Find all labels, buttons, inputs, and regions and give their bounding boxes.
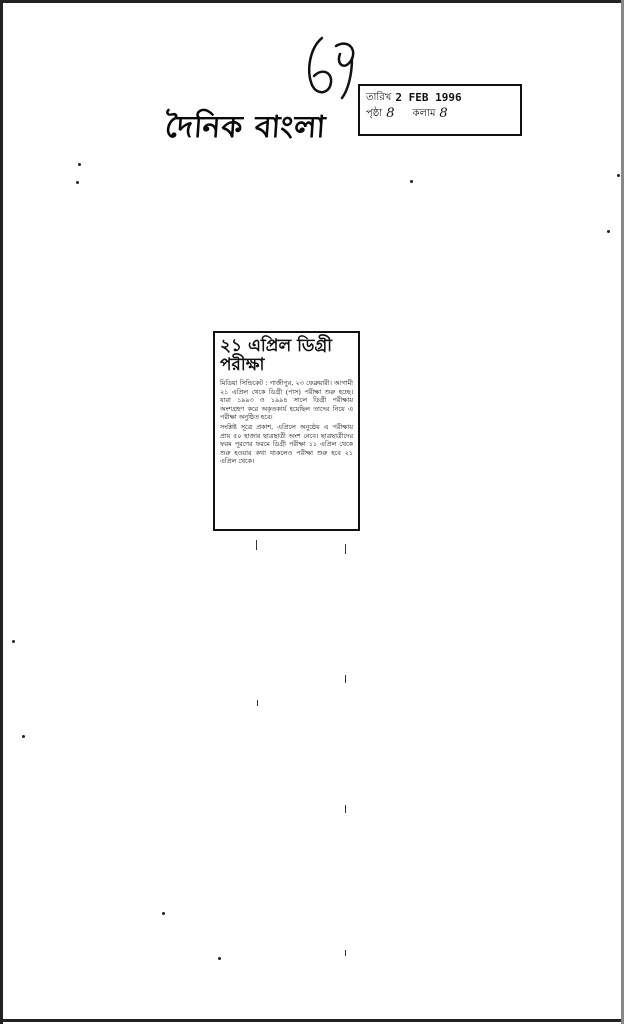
stamp-date-label: তারিখ: [366, 92, 392, 103]
scan-speck: [218, 957, 221, 960]
archive-date-stamp: [358, 84, 522, 136]
scan-mark: [345, 544, 346, 554]
scan-mark: [345, 675, 346, 683]
scan-edge-left: [0, 0, 3, 1024]
scan-speck: [617, 174, 620, 177]
scan-speck: [78, 163, 81, 166]
stamp-date-value: 2 FEB 1996: [395, 91, 462, 104]
stamp-column-value: 8: [439, 106, 448, 121]
stamp-column-label: কলাম: [412, 108, 436, 119]
scan-speck: [22, 735, 25, 738]
clipping-body: [220, 379, 353, 466]
news-clipping: [213, 331, 360, 531]
scan-speck: [410, 180, 413, 183]
newspaper-masthead: দৈনিক বাংলা: [163, 110, 328, 145]
clipping-paragraph: মিডিয়া সিন্ডিকেট : গাজীপুর, ২৩ ফেব্রুয়ারী। আগামী ২১ এপ্রিল থেকে ডিগ্রী (পাস) পরীক্ষা শুরু হচ্ছে। যারা ১৯৯৩ ও ১৯৯৪ সালে ডিগ্রী পরীক্ষায় অংশগ্রহণ করে অকৃতকার্য হয়েছিল তাদের নিয়ে এ পরীক্ষা অনুষ্ঠিত হবে।: [220, 379, 353, 422]
scan-speck: [162, 912, 165, 915]
scan-mark: [345, 805, 346, 813]
stamp-page-label: পৃষ্ঠা: [366, 108, 383, 119]
handwritten-number-drawing: [300, 30, 360, 100]
scan-speck: [607, 230, 610, 233]
clipping-headline: ২১ এপ্রিল ডিগ্রী পরীক্ষা: [220, 336, 333, 375]
stamp-page-value: 8: [386, 106, 395, 121]
scan-speck: [76, 181, 79, 184]
stamp-page-row: [366, 106, 514, 122]
scan-speck: [12, 640, 15, 643]
scan-mark: [345, 950, 346, 956]
scan-mark: [257, 700, 258, 706]
stamp-date-row: [366, 90, 514, 106]
scan-mark: [256, 540, 257, 550]
handwritten-page-number: [300, 30, 360, 100]
clipping-paragraph: সংশ্লিষ্ট সূত্রে প্রকাশ, এপ্রিলে অনুষ্ঠেয় এ পরীক্ষায় প্রায় ৫০ হাজার ছাত্রছাত্রী অংশ নেবে। ছাত্রছাত্রীদের ফরম পূরণের ফরমে ডিগ্রী পরীক্ষা ১১ এপ্রিল থেকে শুরু হওয়ার কথা থাকলেও পরীক্ষা শুরু হবে ২১ এপ্রিল থেকে।: [220, 422, 353, 466]
